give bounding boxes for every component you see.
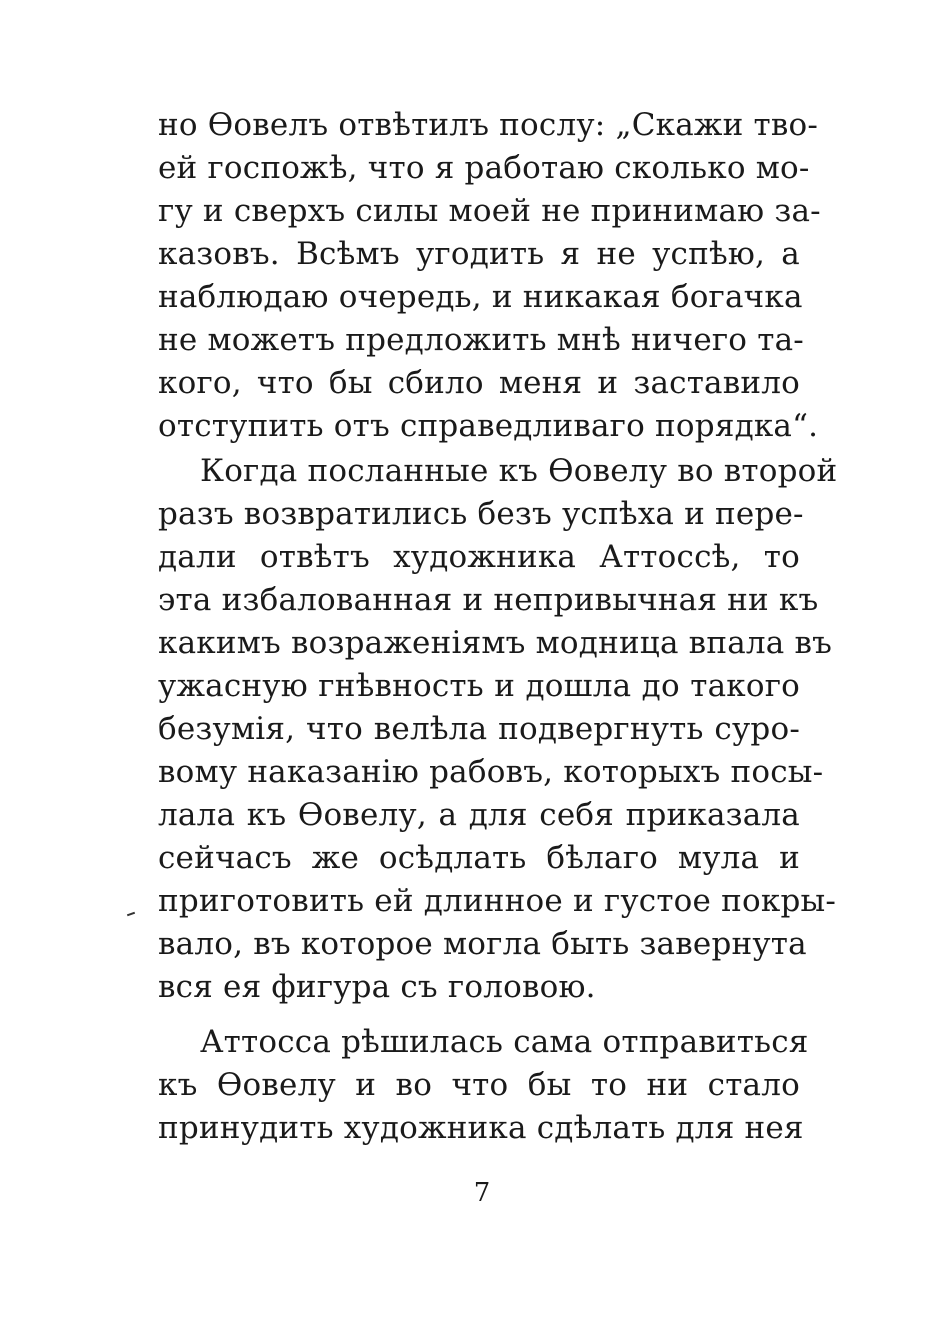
- text-line: кого, что бы сбило меня и заставило: [158, 365, 800, 401]
- text-line: ей госпожѣ, что я работаю сколько мо-: [158, 150, 810, 186]
- text-line: отступить отъ справедливаго порядка“.: [158, 408, 819, 444]
- text-line: безумія, что велѣла подвергнуть суро-: [158, 711, 800, 747]
- text-line: гу и сверхъ силы моей не принимаю за-: [158, 193, 821, 229]
- text-line: сейчасъ же осѣдлать бѣлаго мула и: [158, 840, 800, 876]
- text-line: приготовить ей длинное и густое покры-: [158, 883, 837, 919]
- text-line: лала къ Өовелу, а для себя приказала: [158, 797, 800, 833]
- text-line: наблюдаю очередь, и никакая богачка: [158, 279, 803, 315]
- paragraph-3: [158, 1021, 809, 1150]
- text-line: но Өовелъ отвѣтилъ послу: „Скажи тво-: [158, 107, 819, 143]
- text-line: вся ея фигура съ головою.: [158, 969, 596, 1005]
- text-line: дали отвѣтъ художника Аттоссѣ, то: [158, 539, 800, 575]
- text-line: казовъ. Всѣмъ угодить я не успѣю, а: [158, 236, 800, 272]
- text-line: какимъ возраженіямъ модница впала въ: [158, 625, 833, 661]
- text-line: къ Өовелу и во что бы то ни стало: [158, 1067, 800, 1103]
- page-number: 7: [473, 1178, 491, 1208]
- text-line: разъ возвратились безъ успѣха и пере-: [158, 496, 804, 532]
- text-line: не можетъ предложить мнѣ ничего та-: [158, 322, 804, 358]
- paragraph-2: [158, 450, 838, 1009]
- text-line: Когда посланные къ Өовелу во второй: [200, 453, 838, 489]
- paragraph-1: [158, 104, 821, 448]
- text-line: ужасную гнѣвность и дошла до такого: [158, 668, 800, 704]
- margin-speck: [127, 912, 135, 917]
- text-line: Аттосса рѣшилась сама отправиться: [200, 1024, 809, 1060]
- text-line: эта избалованная и непривычная ни къ: [158, 582, 819, 618]
- text-line: принудить художника сдѣлать для нея: [158, 1110, 804, 1146]
- text-line: вому наказанію рабовъ, которыхъ посы-: [158, 754, 824, 790]
- text-line: вало, въ которое могла быть завернута: [158, 926, 807, 962]
